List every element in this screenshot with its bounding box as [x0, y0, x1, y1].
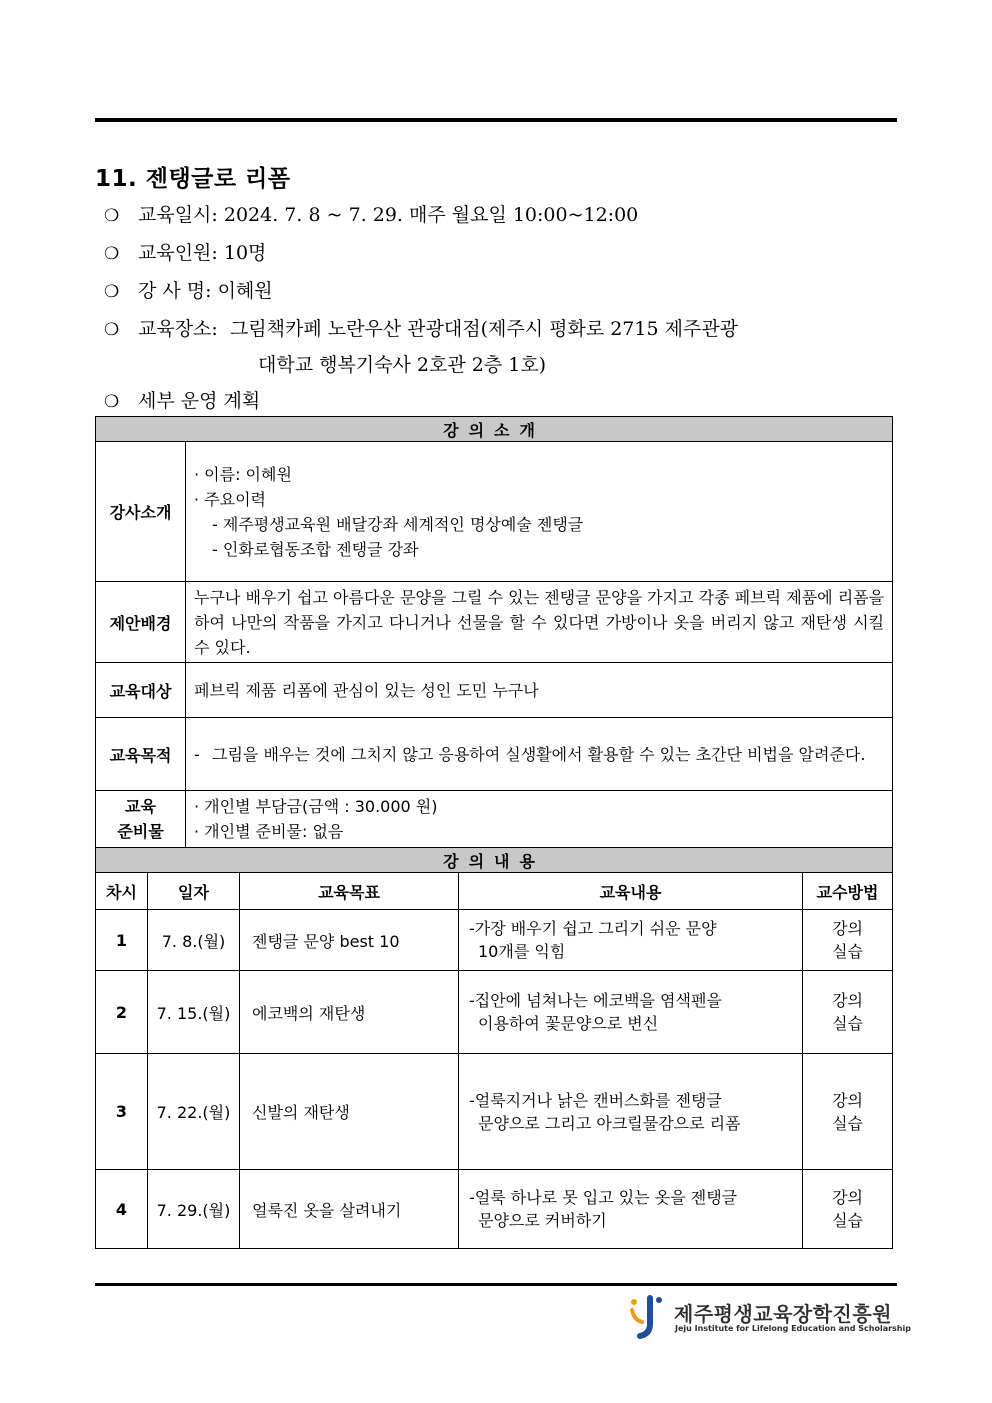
table-row: [96, 1054, 893, 1170]
section-title: 11. 젠탱글로 리폼: [95, 166, 291, 192]
bullet-icon: ❍: [104, 320, 120, 340]
info-place: [104, 314, 897, 341]
background-label: 제안배경: [96, 582, 186, 663]
table-row: [96, 971, 893, 1054]
place-line2: 대학교 행복기숙사 2호관 2층 1호): [258, 354, 547, 376]
instructor-intro-label: 강사소개: [96, 442, 186, 582]
row-date: 7. 22.(월): [148, 1054, 240, 1170]
row-date: 7. 29.(월): [148, 1170, 240, 1249]
target-label: 교육대상: [96, 663, 186, 718]
col-head-content: 교육내용: [459, 873, 803, 910]
instructor-intro-content: [186, 442, 893, 582]
goal-dash: -: [194, 744, 200, 764]
place-label: 교육장소:: [138, 318, 218, 340]
goal-text: 그림을 배우는 것에 그치지 않고 응용하여 실생활에서 활용할 수 있는 초간단 비법을 알려준다.: [212, 744, 866, 764]
col-head-no: 차시: [96, 873, 148, 910]
bullet-icon: ❍: [104, 206, 120, 226]
people-label: 교육인원:: [138, 242, 218, 264]
row-content-line2: 문양으로 그리고 아크릴물감으로 리폼: [478, 1113, 741, 1133]
row-content-line1: -가장 배우기 쉽고 그리기 쉬운 문양: [469, 919, 717, 938]
col-head-goal: 교육목표: [240, 873, 459, 910]
row-content-line2: 이용하여 꽃문양으로 변신: [478, 1014, 659, 1033]
info-instructor: [104, 276, 273, 303]
background-text: 누구나 배우기 쉽고 아름다운 문양을 그릴 수 있는 젠탱글 문양을 가지고 각종 페브릭 제품에 리폼을 하여 나만의 작품을 가지고 다니거나 선물을 할 수 있다면 가방이나 옷을 버리지 않고 재탄생 시킬 수 있다.: [186, 582, 893, 663]
place-line1: 그림책카페 노란우산 관광대점(제주시 평화로 2715 제주관광: [229, 318, 739, 340]
info-people: [104, 238, 266, 265]
row-method: [803, 1054, 893, 1170]
prep-line1: · 개인별 부담금(금액 : 30.000 원): [194, 797, 438, 816]
row-content: [459, 1054, 803, 1170]
row-content: [459, 971, 803, 1054]
row-content-line2: 문양으로 커버하기: [478, 1211, 607, 1230]
table-row: [96, 910, 893, 971]
institute-logo: [628, 1294, 911, 1340]
row-goal: 신발의 재탄생: [240, 1054, 459, 1170]
row-no: 4: [96, 1170, 148, 1249]
row-method: [803, 971, 893, 1054]
row-content: [459, 910, 803, 971]
prep-line2: · 개인별 준비물: 없음: [194, 822, 344, 841]
plan-table: [95, 416, 893, 1249]
info-plan: [104, 386, 260, 413]
row-method-line1: 강의: [832, 991, 863, 1010]
row-method-line2: 실습: [832, 1211, 863, 1230]
career-item-1: - 제주평생교육원 배달강좌 세계적인 명상예술 젠탱글: [212, 514, 584, 534]
instructor-label: 강 사 명:: [138, 280, 212, 302]
date-label: 교육일시:: [138, 204, 218, 226]
row-content-line1: -얼룩지거나 낡은 캔버스화를 젠탱글: [469, 1090, 722, 1110]
date-value: 2024. 7. 8 ~ 7. 29. 매주 월요일 10:00~12:00: [223, 204, 639, 226]
row-no: 1: [96, 910, 148, 971]
top-rule: [95, 118, 897, 122]
instructor-value: 이혜원: [217, 280, 273, 302]
goal-label: 교육목적: [96, 718, 186, 791]
row-method-line2: 실습: [832, 1014, 863, 1033]
logo-name: 제주평생교육장학진흥원: [674, 1302, 893, 1326]
row-method-line1: 강의: [832, 1188, 863, 1207]
prep-label: [96, 791, 186, 848]
row-method: [803, 910, 893, 971]
row-content: [459, 1170, 803, 1249]
table-row: [96, 1170, 893, 1249]
bullet-icon: ❍: [104, 282, 120, 302]
col-head-date: 일자: [148, 873, 240, 910]
info-date: [104, 200, 638, 227]
row-method: [803, 1170, 893, 1249]
row-content-line2: 10개를 익힘: [478, 942, 566, 961]
bullet-icon: ❍: [104, 244, 120, 264]
row-goal: 젠탱글 문양 best 10: [240, 910, 459, 971]
plan-label: 세부 운영 계획: [138, 390, 261, 412]
prep-label-line2: 준비물: [117, 822, 164, 841]
goal-content: [186, 718, 893, 791]
row-content-line1: -집안에 넘쳐나는 에코백을 염색펜을: [469, 991, 722, 1010]
row-method-line2: 실습: [832, 1113, 863, 1133]
row-no: 2: [96, 971, 148, 1054]
target-text: 페브릭 제품 리폼에 관심이 있는 성인 도민 누구나: [186, 663, 893, 718]
bullet-icon: ❍: [104, 392, 120, 412]
col-head-method: 교수방법: [803, 873, 893, 910]
people-value: 10명: [223, 242, 267, 264]
row-goal: 얼룩진 옷을 살려내기: [240, 1170, 459, 1249]
row-no: 3: [96, 1054, 148, 1170]
intro-header: 강의소개: [96, 417, 893, 442]
career-item-2: - 인화로협동조합 젠탱글 강좌: [212, 539, 419, 559]
logo-mark-icon: [628, 1294, 668, 1340]
instructor-career-line: · 주요이력: [194, 489, 266, 509]
logo-subtitle: Jeju Institute for Lifelong Education and Scholarship: [675, 1324, 911, 1333]
row-method-line2: 실습: [832, 942, 863, 961]
prep-label-line1: 교육: [125, 797, 156, 816]
prep-content: [186, 791, 893, 848]
row-method-line1: 강의: [832, 919, 863, 938]
instructor-name-line: · 이름: 이혜원: [194, 464, 292, 484]
row-goal: 에코백의 재탄생: [240, 971, 459, 1054]
row-method-line1: 강의: [832, 1090, 863, 1110]
row-content-line1: -얼룩 하나로 못 입고 있는 옷을 젠탱글: [469, 1188, 738, 1207]
bottom-rule: [95, 1283, 897, 1286]
lecture-header: 강의내용: [96, 848, 893, 873]
row-date: 7. 15.(월): [148, 971, 240, 1054]
row-date: 7. 8.(월): [148, 910, 240, 971]
